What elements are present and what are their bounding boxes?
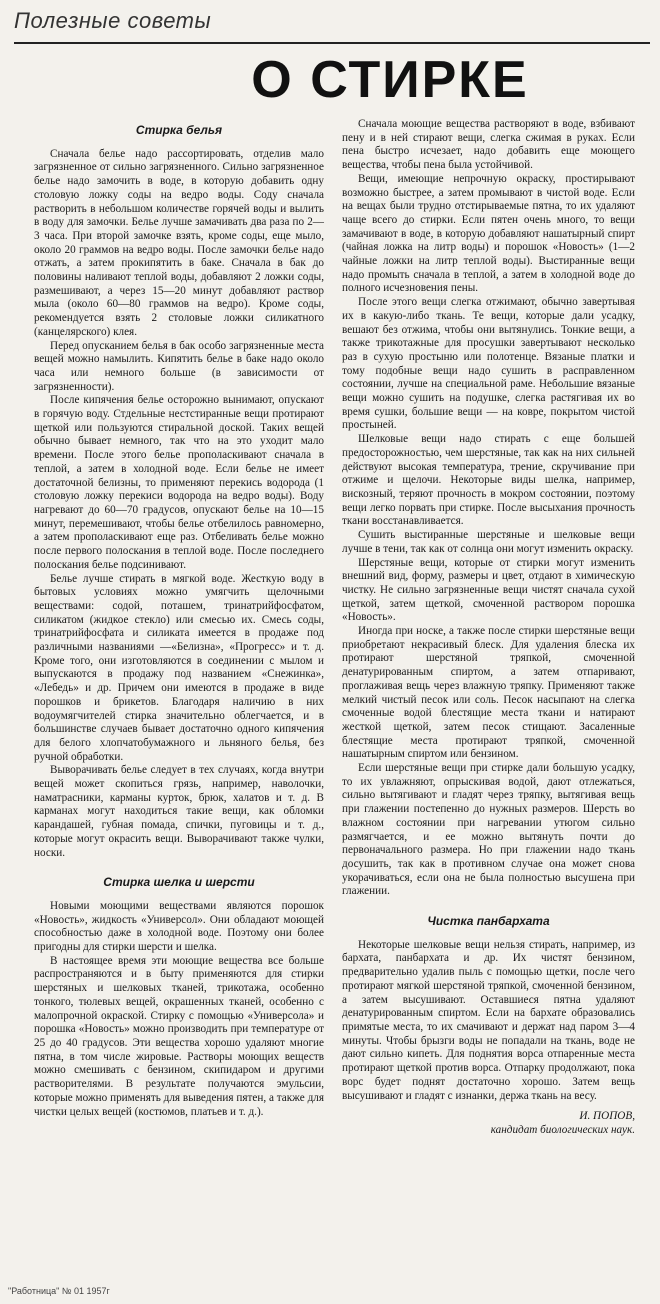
section-heading-silk-wool: Стирка шелка и шерсти bbox=[103, 875, 255, 890]
paragraph: Сначала моющие вещества растворяют в воде, взбивают пену и в ней стирают вещи, слегка сжимая в руках. Если пена быстро исчезает, надо добавить еще моющего вещества, чтобы пена была устойчивой. bbox=[342, 118, 635, 172]
section-heading-velvet: Чистка панбархата bbox=[427, 914, 550, 929]
paragraph: Сначала белье надо рассортировать, отделив мало загрязненное от сильно загрязненного. Сильно загрязненное белье надо замочить в воде, в которую добавить одну столовую ложку соды на ведро воды. Соду сначала растворить в небольшом количестве горячей воды и вылить в воду для замочки. Белье лучше замачивать два раза по 2—3 часа. При второй замочке взять, кроме соды, еще мыло, около 20 граммов на ведро воды. После замочки белье надо отжать, а затем прокипятить в баке. Сначала в бак до половины наливают теплой воды, добавляют 2 ложки соды, размешивают, а через 15—20 минут добавляют раствор мыла (около 60—80 граммов на ведро). Кроме соды, рекомендуется взять 2 столовые ложки силикатного (канцелярского) клея. bbox=[34, 147, 324, 338]
paragraph: Перед опусканием белья в бак особо загрязненные места вещей можно намылить. Кипятить белье в баке надо около часа или немного больше (в зависимости от загрязненности). bbox=[34, 339, 324, 393]
paragraph: Некоторые шелковые вещи нельзя стирать, например, из бархата, панбархата и др. Их чистят бензином, предварительно удалив пыль с помощью щетки, после чего протирают мягкой шерстяной тряпкой, смоченной бензином, а затем высушивают. Оставшиеся пятна удаляют денатурированным спиртом. Если на бархате образовались примятые места, то их смачивают и держат над паром 3—4 минуты. Чтобы брызги воды не попадали на ткань, воде не дают сильно кипеть. Для поднятия ворса отпаренные места протирают щеткой против ворса. Отпарку продолжают, пока ворс будет поднят достаточно хорошо. Затем вещь высушивают и гладят с изнанки, держа ткань на весу. bbox=[342, 938, 635, 1102]
author-signature bbox=[342, 1109, 635, 1137]
paragraph: Сушить выстиранные шерстяные и шелковые вещи лучше в тени, так как от солнца они могут изменить окраску. bbox=[342, 529, 635, 555]
paragraph: После этого вещи слегка отжимают, обычно завертывая их в какую-либо ткань. Те вещи, которые дали усадку, вешают без отжима, чтобы они вытянулись. Тонкие вещи, а также трикотажные для просушки завертывают несколько раз в сухую простыню или полотенце. Вязаные платки и тому подобные вещи надо сушить в расправленном состоянии, лучше на специальной раме. Небольшие вязаные вещи можно сушить на подушке, слегка растягивая их во время сушки, большие вещи — на ковре, покрытом чистой простыней. bbox=[342, 296, 635, 432]
source-caption: "Работница" № 01 1957г bbox=[8, 1286, 110, 1296]
paragraph: Выворачивать белье следует в тех случаях, когда внутри вещей может скопиться грязь, например, наволочки, наматрасники, карманы курток, брюк, халатов и т. д. В карманах могут находиться такие вещи, как обломки карандашей, губная помада, спички, пуговицы и т. д., которые могут окрасить вещи. Выворачивают также чулки, носки. bbox=[34, 764, 324, 859]
rubric-title: Полезные советы bbox=[14, 8, 212, 33]
paragraph: Новыми моющими веществами являются порошок «Новость», жидкость «Универсол». Они обладают моющей способностью даже в холодной воде. Поэтому они более пригодны для стирки шерсти и шелка. bbox=[34, 899, 324, 954]
left-column bbox=[34, 118, 324, 1119]
paragraph: Если шерстяные вещи при стирке дали большую усадку, то их увлажняют, опрыскивая водой, дают отлежаться, сильно вытягивают и гладят через тряпку, вытягивая вещь при глажении постепенно до нужных размеров. Шерсть во влажном состоянии при нагревании утюгом сильно размягчается, и ее можно вытянуть почти до первоначального размера. Но при глажении надо ткань досушить, так как в противном случае она может снова укорачиваться, если она не была полностью высушена при глажении. bbox=[342, 762, 635, 898]
paragraph: Иногда при носке, а также после стирки шерстяные вещи приобретают некрасивый блеск. Для удаления блеска их протирают шерстяной тряпкой, смоченной денатурированным спиртом, а затем отпаривают, проглаживая вещь через влажную тряпку. Применяют также мелкий чистый песок или соль. Песок насыпают на слегка смоченные водой блестящие места ткани и натирают жесткой щеткой, затем песок стищают. Засаленные блестящие места протирают тряпкой, смоченной нашатырным спиртом или бензином. bbox=[342, 625, 635, 761]
paragraph: Вещи, имеющие непрочную окраску, простирывают возможно быстрее, а затем промывают в чистой воде. Если на вещах были трудно отстирываемые пятна, то их удаляют чаще всего до стирки. Если пятен очень много, то вещи замачивают в воде, в которую добавляют нашатырный спирт (чайная ложка на литр воды) и порошок «Новость» (1—2 чайные ложки на литр теплой воды). Выстиранные вещи надо промыть сначала в теплой, а затем в холодной воде до полного исчезновения пены. bbox=[342, 172, 635, 295]
author-name: И. ПОПОВ, bbox=[579, 1110, 635, 1123]
paragraph: Шерстяные вещи, которые от стирки могут изменить внешний вид, форму, размеры и цвет, отдают в химическую чистку. Не сильно загрязненные вещи чистят сначала сухой щеткой, затем щеткой, смоченной раствором порошка «Новость». bbox=[342, 556, 635, 624]
paragraph: В настоящее время эти моющие вещества все больше распространяются и в быту применяются для стирки шерстяных и шелковых тканей, трикотажа, особенно тонкого, тюлевых вещей, окрашенных тканей, особенно с малопрочной окраской. Стирку с помощью «Универсола» и порошка «Новость» можно производить при температуре от 25 до 40 градусов. Эти вещества хорошо удаляют многие пятна, в том числе жировые. Растворы моющих веществ можно смешивать с бензином, скипидаром и другими растворителями. В результате получаются эмульсии, которые можно применять для выведения пятен, а также для чистки целых вещей (костюмов, платьев и т. д.). bbox=[34, 954, 324, 1118]
right-column bbox=[342, 118, 635, 1137]
paragraph: После кипячения белье осторожно вынимают, опускают в горячую воду. Стдельные нестстиранные вещи протирают щеткой или пользуются стиральной доской. Таких вещей обычно бывает немного, так что на это уходит мало времени. После этого белье прополаскивают сначала в теплой, а затем в холодной воде. Если белье не имеет достаточной белизны, то применяют перекись водорода (1 столовую ложку перекиси водорода на ведро воды). Воду нагревают до 60—70 градусов, опускают белье на 10—15 минут, перемешивают, чтобы белье отбелилось равномерно, а затем прополаскивают еще раз. Отбеливать белье можно после первого полоскания в теплой воде. После последнего полоскания белье подсинивают. bbox=[34, 394, 324, 571]
article-title: О СТИРКЕ bbox=[251, 51, 529, 109]
header-rule bbox=[14, 42, 650, 44]
author-title: кандидат биологических наук. bbox=[490, 1124, 635, 1137]
paragraph: Белье лучше стирать в мягкой воде. Жесткую воду в бытовых условиях можно умягчить щелочными веществами: содой, поташем, тринатрийфосфатом, силикатом (жидкое стекло) или смесью их. Смесь соды, тринатрийфосфата и силиката имеется в продаже под различными названиями —«Белизна», «Прогресс» и т. д. Кроме того, они изготовляются в соединении с мылом и выпускаются в продажу под названием «Снежинка», «Лебедь» и др. Причем они имеются в продаже в виде порошков и брикетов. Благодаря наличию в них водоумягчителей стирка значительно облегчается, и в большинстве случаев бывает достаточно одного кипячения для белого хлопчатобумажного и льняного белья, без ручной обработки. bbox=[34, 572, 324, 763]
section-heading-laundry: Стирка белья bbox=[135, 123, 223, 137]
paragraph: Шелковые вещи надо стирать с еще большей предосторожностью, чем шерстяные, так как на них сильней действуют высокая температура, трение, скручивание при отжиме и щелочи. Некоторые виды шелка, например, вискозный, теряют прочность в мокром состоянии, поэтому вещи легко порвать при стирке. После высыхания прочность ткани восстанавливается. bbox=[342, 433, 635, 528]
